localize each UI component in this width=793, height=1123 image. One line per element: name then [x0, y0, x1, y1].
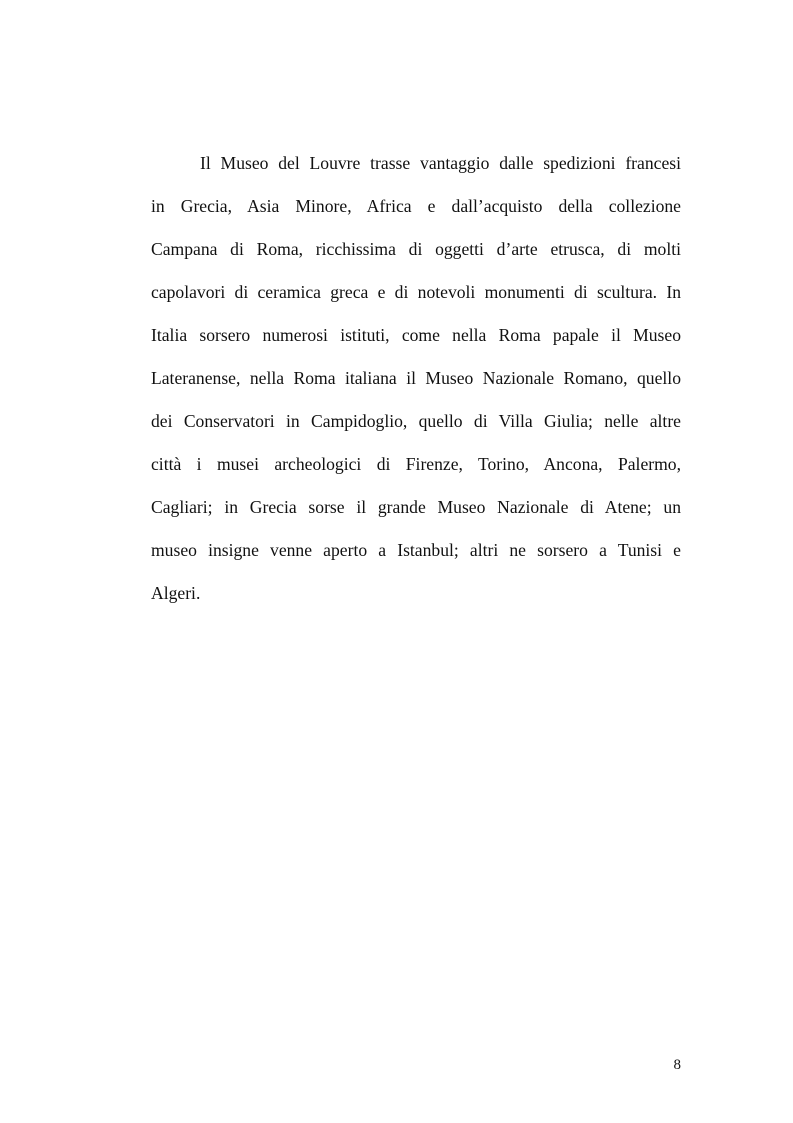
body-paragraph — [151, 149, 681, 622]
paragraph-line: capolavori di ceramica greca e di notevoli monumenti di scultura. In — [151, 282, 681, 302]
paragraph-line: Algeri. — [151, 583, 201, 603]
page-number: 8 — [673, 1057, 681, 1073]
paragraph-line: Cagliari; in Grecia sorse il grande Museo Nazionale di Atene; un — [151, 497, 681, 517]
paragraph-line: dei Conservatori in Campidoglio, quello di Villa Giulia; nelle altre — [151, 411, 681, 431]
paragraph-line: città i musei archeologici di Firenze, Torino, Ancona, Palermo, — [151, 454, 681, 474]
paragraph-line: Il Museo del Louvre trasse vantaggio dalle spedizioni francesi — [200, 153, 681, 173]
paragraph-line: Italia sorsero numerosi istituti, come nella Roma papale il Museo — [151, 325, 681, 345]
paragraph-line: in Grecia, Asia Minore, Africa e dall’acquisto della collezione — [151, 196, 681, 216]
paragraph-line: Campana di Roma, ricchissima di oggetti d’arte etrusca, di molti — [151, 239, 681, 259]
paragraph-line: museo insigne venne aperto a Istanbul; altri ne sorsero a Tunisi e — [151, 540, 681, 560]
paragraph-line: Lateranense, nella Roma italiana il Museo Nazionale Romano, quello — [151, 368, 681, 388]
